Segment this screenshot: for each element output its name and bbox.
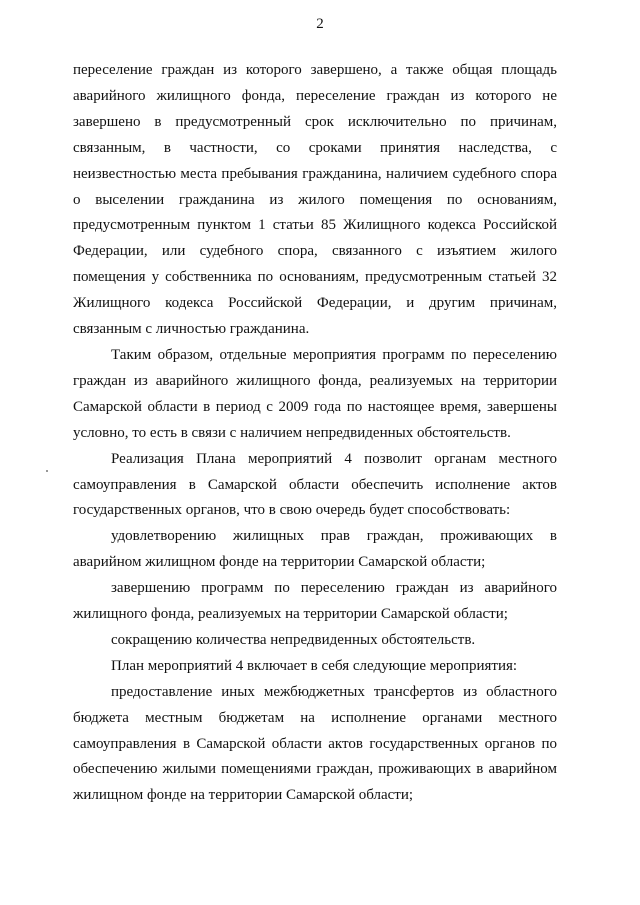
list-item-housing-rights: удовлетворению жилищных прав граждан, проживающих в аварийном жилищном фонде на территории Самарской области;: [73, 528, 557, 571]
list-item-transfers: предоставление иных межбюджетных трансфертов из областного бюджета местным бюджетам на исполнение органами местного самоуправления в Самарской области актов государственных органов по обеспечению жилыми помещениями граждан, проживающих в аварийном жилищном фонде на территории Самарской области;: [73, 683, 557, 804]
document-body: [73, 58, 557, 809]
paragraph-continuation: переселение граждан из которого завершено, а также общая площадь аварийного жилищного фонда, переселение граждан из которого не завершено в предусмотренный срок исключительно по причинам, связанным, в частности, со сроками принятия наследства, с неизвестностью места пребывания гражданина, наличием судебного спора о выселении гражданина из жилого помещения по основаниям, предусмотренным пунктом 1 статьи 85 Жилищного кодекса Российской Федерации, или судебного спора, связанного с изъятием жилого помещения у собственника по основаниям, предусмотренным статьей 32 Жилищного кодекса Российской Федерации, и другим причинам, связанным с личностью гражданина.: [73, 62, 557, 338]
paragraph-plan-implementation: Реализация Плана мероприятий 4 позволит органам местного самоуправления в Самарской области обеспечить исполнение актов государственных органов, что в свою очередь будет способствовать:: [73, 450, 557, 519]
margin-mark: [46, 470, 48, 472]
list-item-program-completion: завершению программ по переселению граждан из аварийного жилищного фонда, реализуемых на территории Самарской области;: [73, 580, 557, 623]
paragraph-conclusion: Таким образом, отдельные мероприятия программ по переселению граждан из аварийного жилищного фонда, реализуемых на территории Самарской области в период с 2009 года по настоящее время, завершены условно, то есть в связи с наличием непредвиденных обстоятельств.: [73, 346, 557, 441]
page-number: 2: [316, 16, 324, 32]
list-item-reduce-circumstances: сокращению количества непредвиденных обстоятельств.: [111, 631, 476, 648]
paragraph-plan-contents: План мероприятий 4 включает в себя следующие мероприятия:: [111, 657, 518, 674]
